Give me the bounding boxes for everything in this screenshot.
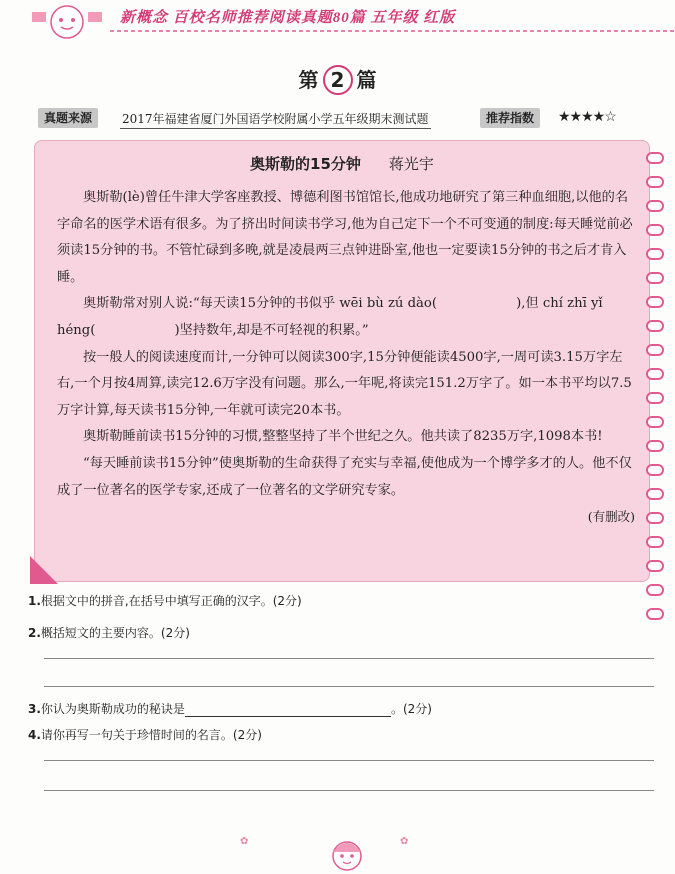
paragraph: 奥斯勒(lè)曾任牛津大学客座教授、博德利图书馆馆长,他成功地研究了第三种血细胞,以他的名字命名的医学术语有很多。为了挤出时间读书学习,他为自己定下一个不可变通的制度:每天睡觉前必须读15分钟的书。不管忙碌到多晚,就是凌晨两三点钟进卧室,他也一定要读15分钟的书之后才肯入睡。 bbox=[57, 190, 633, 285]
question-1: 1.根据文中的拼音,在括号中填写正确的汉字。(2分) bbox=[28, 594, 302, 608]
ring-icon bbox=[646, 488, 664, 500]
ring-icon bbox=[646, 536, 664, 548]
header-banner bbox=[0, 0, 675, 34]
passage-title bbox=[35, 153, 649, 174]
paragraph: “每天睡前读书15分钟”使奥斯勒的生命获得了充实与幸福,使他成为一个博学多才的人。他不仅成了一位著名的医学专家,还成了一位著名的文学研究专家。 bbox=[57, 455, 632, 498]
rating-tag: 推荐指数 bbox=[480, 108, 540, 128]
ring-icon bbox=[646, 608, 664, 620]
ring-icon bbox=[646, 296, 664, 308]
banner-title: 新概念 百校名师推荐阅读真题80篇 五年级 红版 bbox=[120, 10, 456, 26]
answer-line[interactable] bbox=[44, 790, 654, 791]
flower-icon: ✿ bbox=[240, 836, 249, 847]
ring-icon bbox=[646, 368, 664, 380]
passage-title-text: 奥斯勒的15分钟 bbox=[250, 155, 361, 173]
ring-icon bbox=[646, 152, 664, 164]
question-2: 2.概括短文的主要内容。(2分) bbox=[28, 626, 190, 640]
ring-icon bbox=[646, 320, 664, 332]
ring-icon bbox=[646, 440, 664, 452]
answer-line[interactable] bbox=[44, 686, 654, 687]
paragraph: 奥斯勒常对别人说:“每天读15分钟的书似乎 wēi bù zú dào( ),但 chí zhī yǐ héng( )坚持数年,却是不可轻视的积累。” bbox=[57, 296, 603, 338]
banner-divider bbox=[0, 28, 675, 34]
question-4: 4.请你再写一句关于珍惜时间的名言。(2分) bbox=[28, 728, 262, 742]
answer-blank[interactable] bbox=[185, 704, 391, 717]
ring-icon bbox=[646, 248, 664, 260]
ring-icon bbox=[646, 392, 664, 404]
ring-icon bbox=[646, 200, 664, 212]
mascot-icon bbox=[32, 2, 104, 42]
ring-icon bbox=[646, 272, 664, 284]
ring-icon bbox=[646, 224, 664, 236]
ring-icon bbox=[646, 344, 664, 356]
rating-stars: ★★★★☆ bbox=[558, 109, 616, 125]
passage-body bbox=[57, 185, 635, 531]
flower-icon: ✿ bbox=[400, 836, 409, 847]
ring-icon bbox=[646, 584, 664, 596]
ring-icon bbox=[646, 512, 664, 524]
binder-rings bbox=[646, 152, 666, 632]
ring-icon bbox=[646, 416, 664, 428]
source-row bbox=[38, 108, 638, 130]
ring-icon bbox=[646, 560, 664, 572]
title-suffix: 篇 bbox=[356, 68, 377, 92]
question-3: 3.你认为奥斯勒成功的秘诀是 。(2分) bbox=[28, 702, 432, 716]
title-prefix: 第 bbox=[298, 68, 319, 92]
paragraph: 按一般人的阅读速度而计,一分钟可以阅读300字,15分钟便能读4500字,一周可读3.15万字左右,一个月按4周算,读完12.6万字没有问题。那么,一年呢,将读完151.2万字了。如一本书平均以7.5万字计算,每天读书15分钟,一年就可读完20本书。 bbox=[57, 349, 632, 418]
footer-mascot-icon bbox=[312, 832, 382, 874]
ring-icon bbox=[646, 464, 664, 476]
ring-icon bbox=[646, 176, 664, 188]
passage-author: 蒋光宇 bbox=[388, 155, 434, 173]
answer-line[interactable] bbox=[44, 760, 654, 761]
passage-panel bbox=[34, 140, 650, 582]
article-title bbox=[0, 64, 675, 95]
passage-note: (有删改) bbox=[587, 509, 635, 525]
answer-line[interactable] bbox=[44, 658, 654, 659]
paragraph: 奥斯勒睡前读书15分钟的习惯,整整坚持了半个世纪之久。他共读了8235万字,1098本书! bbox=[83, 429, 603, 445]
source-text: 2017年福建省厦门外国语学校附属小学五年级期末测试题 bbox=[120, 110, 431, 129]
source-tag: 真题来源 bbox=[38, 108, 98, 128]
article-number: 2 bbox=[323, 65, 353, 95]
page-corner-decoration bbox=[30, 556, 58, 584]
